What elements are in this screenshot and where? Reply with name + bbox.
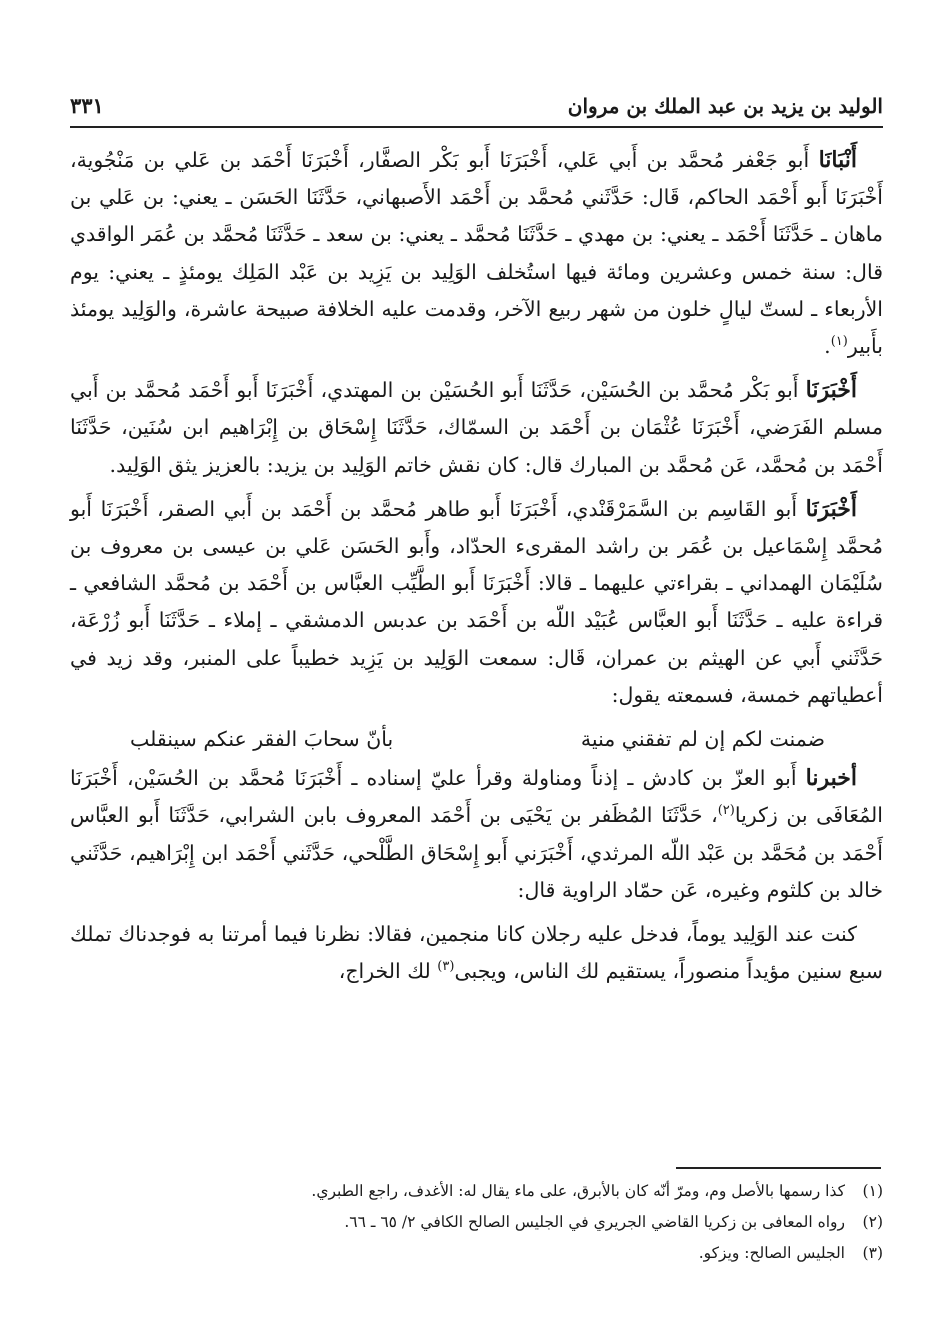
footnote-number: (٢) — [862, 1213, 883, 1231]
footnote-text: رواه المعافى بن زكريا القاضي الجريري في الجليس الصالح الكافي ٢/ ٦٥ ـ ٦٦. — [344, 1213, 845, 1231]
footnote-rule — [676, 1167, 881, 1169]
paragraph-text: أَبو القَاسِم بن السَّمَرْقَنْدي، أَخْبَرَنَا أَبو طاهر مُحمَّد بن أَحْمَد بن أَبي الصقر، أَخْبَرَنَا أَبو مُحمَّد إِسْمَاعيل بن عُمَر بن راشد المقرىء الحدّاد، وأَبو الحَسَن عَلي بن عيسى بن معروف بن سُلَيْمَان الهمداني ـ بقراءتي عليهما ـ قالا: أَخْبَرَنَا أَبو الطَّيِّب العبَّاس بن أَحْمَد بن مُحمَّد الشافعي ـ قراءة عليه ـ حَدَّثَنَا أَبو العبَّاس عُبَيْد اللّه بن أَحْمَد بن عدبس الدمشقي ـ إملاء ـ حَدَّثَنَا أَبو زُرْعَة، حَدَّثَني أَبي عن الهيثم بن عمران، قَال: سمعت الوَلِيد بن يَزِيد خطيباً على المنبر، وقد زيد في أعطياتهم خمسة، فسمعته يقول: — [70, 496, 883, 707]
header-rule — [70, 126, 883, 128]
footnote-ref: (١) — [830, 334, 848, 350]
main-text — [70, 142, 883, 997]
running-title: الوليد بن يزيد بن عبد الملك بن مروان — [567, 94, 883, 118]
paragraph-2 — [70, 372, 883, 484]
paragraph-tail: . — [824, 334, 831, 359]
poem-hemistich-2: بأنّ سحابَ الفقر عنكم سينقلب — [130, 727, 394, 752]
paragraph-3 — [70, 491, 883, 714]
poem-hemistich-1: ضمنت لكم إن لم تفقني منية — [580, 727, 825, 752]
paragraph-text: أَبو جَعْفر مُحمَّد بن أَبي عَلي، أَخْبَرَنَا أَبو بَكْر الصفَّار، أَخْبَرَنَا أَحْمَد بن عَلي بن مَنْجُوية، أَخْبَرَنَا أَبو أَحْمَد الحاكم، قَال: حَدَّثَني مُحمَّد بن أَحْمَد الأَصبهاني، حَدَّثَنَا الحَسَن ـ يعني: بن عَلي بن ماهان ـ حَدَّثَنَا أَحْمَد ـ يعني: بن مهدي ـ حَدَّثَنَا مُحمَّد ـ يعني: بن سعد ـ حَدَّثَنَا مُحمَّد بن عُمَر الواقدي قال: سنة خمس وعشرين ومائة فيها استُخلف الوَلِيد بن يَزِيد بن عَبْد المَلِك يومئذٍ ـ يعني: يوم الأربعاء ـ لستّ ليالٍ خلون من شهر ربيع الآخر، وقدمت عليه الخلافة صبيحة عاشرة، والوَلِيد يومئذ بأَبير — [70, 148, 883, 359]
paragraph-text: أَبو العزّ بن كادش ـ إذناً ومناولة وقرأ عليّ إسناده ـ أَخْبَرَنَا مُحمَّد بن الحُسَيْن، أَخْبَرَنَا المُعَافَى بن زكريا — [70, 766, 883, 828]
footnote — [70, 1176, 883, 1207]
paragraph-lead: أخبرنا — [805, 765, 857, 792]
paragraph-lead: أَنْبَانَا — [818, 147, 857, 173]
footnotes — [70, 1176, 883, 1269]
paragraph-lead: أَخْبَرَنَا — [805, 495, 857, 522]
paragraph-5 — [70, 916, 883, 990]
footnote-number: (١) — [862, 1182, 883, 1200]
footnote — [70, 1207, 883, 1238]
paragraph-4 — [70, 760, 883, 909]
footnote-number: (٣) — [862, 1244, 883, 1262]
footnote-ref: (٣) — [437, 959, 455, 975]
paragraph-tail: لك الخراج، — [338, 959, 438, 984]
footnote-text: الجليس الصالح: ويزكو. — [698, 1244, 845, 1262]
page-number: ٣٣١ — [70, 93, 104, 118]
poem-verse — [70, 721, 883, 758]
running-header — [70, 82, 883, 118]
footnote — [70, 1238, 883, 1269]
paragraph-text: كنت عند الوَلِيد يوماً، فدخل عليه رجلان كانا منجمين، فقالا: نظرنا فيما أمرتنا به فوجدناك تملك سبع سنين مؤيداً منصوراً، يستقيم لك الناس، ويجبى — [70, 922, 883, 984]
paragraph-tail: ، حَدَّثَنَا المُظَفر بن يَحْيَى بن أَحْمَد المعروف بابن الشرابي، حَدَّثَنَا أَبو العبَّاس أَحْمَد بن مُحَمَّد بن عَبْد اللّه المرثدي، أَخْبَرَني أَبو إِسْحَاق الطَّلْحي، حَدَّثَني أَحْمَد ابن إِبْرَاهيم، حَدَّثَني خالد بن كلثوم وغيره، عَن حمّاد الراوية قال: — [70, 803, 883, 902]
paragraph-1 — [70, 142, 883, 365]
paragraph-lead: أَخْبَرَنَا — [805, 377, 857, 404]
footnote-ref: (٢) — [717, 803, 735, 819]
footnote-text: كذا رسمها بالأصل وم، ومرّ أنّه كان بالأبرق، على ماء يقال له: الأغدف، راجع الطبري. — [311, 1182, 845, 1200]
paragraph-text: أَبو بَكْر مُحمَّد بن الحُسَيْن، حَدَّثَنَا أَبو الحُسَيْن بن المهتدي، أَخْبَرَنَا أَبو أَحْمَد مُحمَّد بن أَبي مسلم الفَرَضي، أَخْبَرَنَا عُثْمَان بن أَحْمَد بن السمّاك، حَدَّثَنَا إِسْحَاق بن إِبْرَاهيم ابن سُنَين، حَدَّثَنَا أَحْمَد بن مُحمَّد، عَن مُحمَّد بن المبارك قال: كان نقش خاتم الوَلِيد بن يزيد: بالعزيز يثق الوَلِيد. — [70, 378, 883, 477]
